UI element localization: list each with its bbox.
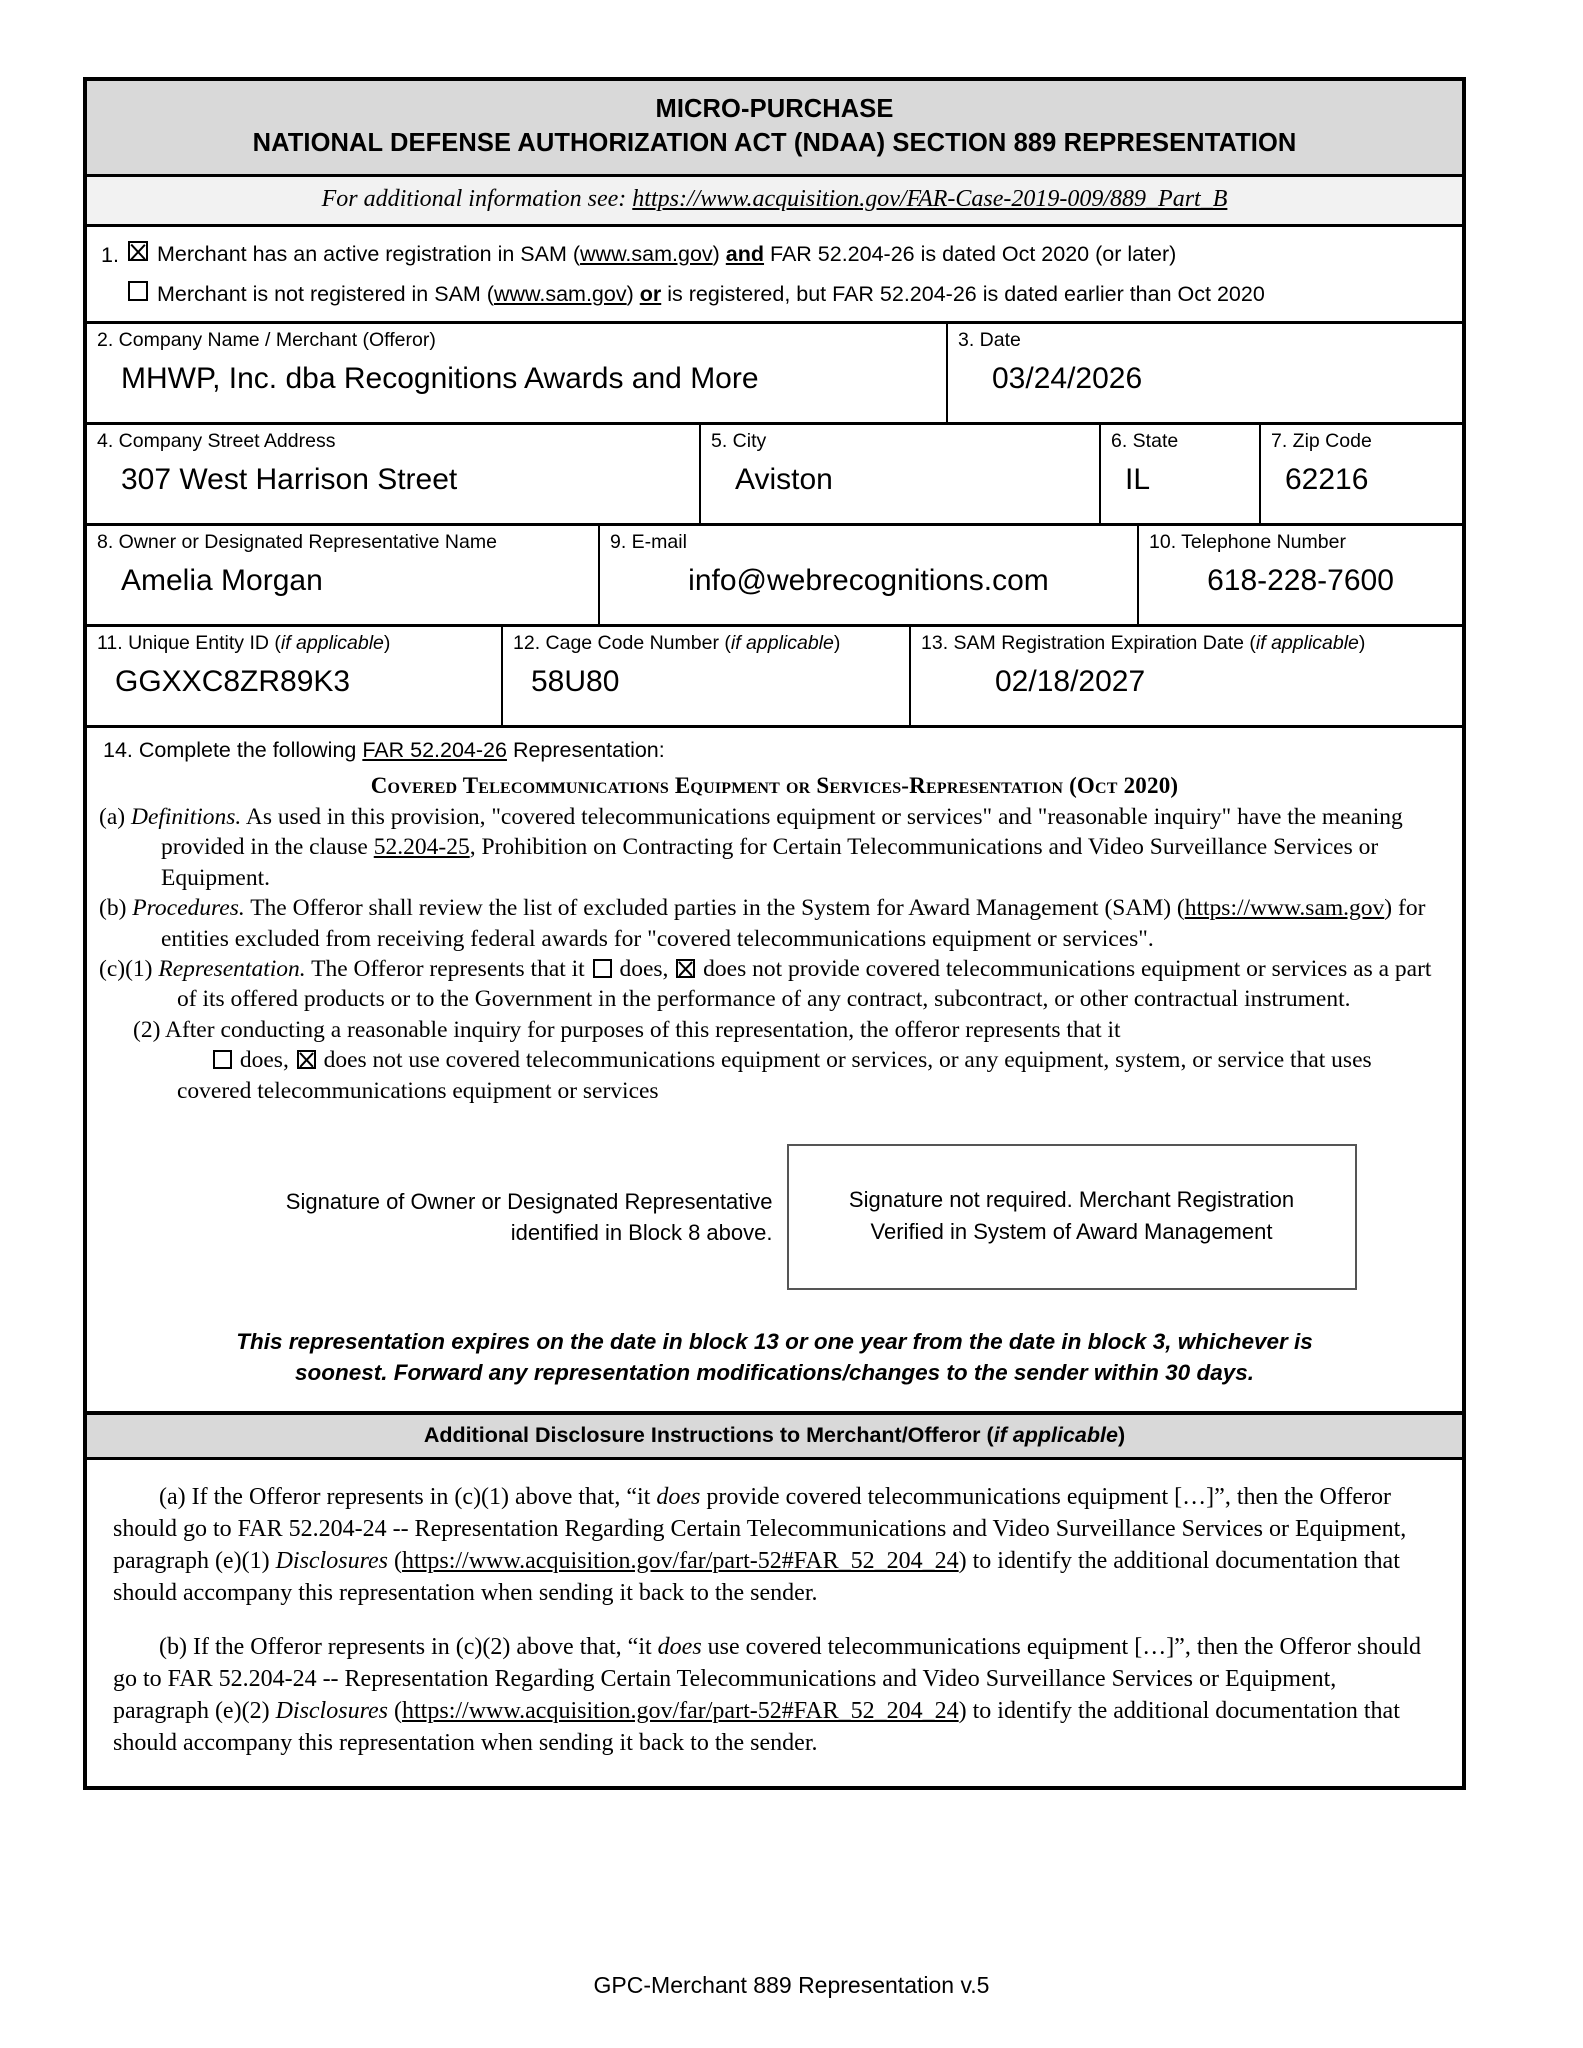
para-a-text-1: As used in this provision, "covered telecommunications equipment or services" and "reasonable inquiry" have the meaning provided in the clause: [161, 803, 1403, 861]
disclosure-a-does: does: [656, 1483, 701, 1510]
para-c2-text-2: does not use covered telecommunications equipment or services, or any equipment, system, or service that uses covered telecommunications equipment or services: [177, 1047, 1372, 1104]
signature-box-line-2: Verified in System of Award Management: [870, 1218, 1273, 1244]
para-c2-text-1: After conducting a reasonable inquiry for purposes of this representation, the offeror represents that it: [164, 1016, 1121, 1043]
disclosure-band-end: ): [1117, 1422, 1126, 1447]
field-row-contact: [87, 526, 1462, 627]
field-state-label: 6. State: [1111, 429, 1179, 452]
section-14-intro-before: 14. Complete the following: [103, 737, 363, 762]
representation-body: [99, 802, 1450, 1106]
field-zip-code-value: 62216: [1285, 463, 1369, 497]
expiration-notice-line-2: soonest. Forward any representation modifications/changes to the sender within 30 days.: [295, 1360, 1254, 1386]
field-street-address-value: 307 West Harrison Street: [121, 463, 458, 497]
signature-label: [193, 1186, 787, 1248]
far-52-204-26-link[interactable]: FAR 52.204-26: [362, 737, 507, 762]
field-row-identifiers: [87, 627, 1462, 728]
field-email[interactable]: [600, 526, 1139, 624]
checkbox-c2-does-use[interactable]: [213, 1050, 232, 1069]
para-c1-text-1: The Offeror represents that it: [305, 955, 591, 982]
field-city-value: Aviston: [735, 463, 833, 497]
form-title-band: [87, 81, 1462, 177]
cage-label-end: ): [833, 631, 841, 654]
field-owner-name-value: Amelia Morgan: [121, 564, 323, 598]
field-row-company-date: [87, 324, 1462, 425]
sam-gov-link-a[interactable]: www.sam.gov: [580, 242, 713, 267]
cage-label-italic: if applicable: [730, 631, 834, 654]
item-1-option-a-text: [157, 237, 1176, 270]
disclosure-band-italic: if applicable: [993, 1422, 1118, 1447]
form-title-line-1: MICRO-PURCHASE: [655, 95, 894, 123]
representation-paragraph-b: [99, 893, 1450, 954]
field-email-label: 9. E-mail: [610, 530, 687, 553]
page-footer: GPC-Merchant 889 Representation v.5: [593, 1972, 990, 1998]
additional-disclosure-body: [87, 1460, 1462, 1786]
item-1-sam-registration-block: [87, 227, 1462, 324]
para-a-text-2: , Prohibition on Contracting for Certain Telecommunications and Video Surveillance Services or Equipment.: [161, 834, 1379, 891]
expiration-notice-line-1: This representation expires on the date in block 13 or one year from the date in block 3, whichever is: [236, 1328, 1313, 1354]
para-c2-does-label: does,: [234, 1047, 295, 1074]
item-1-option-a-row[interactable]: [101, 234, 1448, 273]
disclosure-b-text-2: use covered telecommunications equipment […]”, then the Offeror should go to FAR 52.204-24 -- Representation Regarding Certain Telecommunications and Video Surveillance Services or Equipment, paragraph (e)(2): [113, 1634, 1422, 1725]
field-zip-code-label: 7. Zip Code: [1271, 429, 1372, 452]
para-a-definitions-label: Definitions.: [130, 803, 242, 830]
field-cage-code[interactable]: [503, 627, 911, 725]
sam-gov-https-link[interactable]: https://www.sam.gov: [1184, 895, 1385, 922]
far-part-52-link-a[interactable]: https://www.acquisition.gov/far/part-52#FAR_52_204_24: [402, 1547, 959, 1574]
sam-exp-label-italic: if applicable: [1255, 631, 1359, 654]
para-b-procedures-label: Procedures.: [132, 895, 245, 922]
clause-52-204-25-link[interactable]: 52.204-25: [373, 834, 470, 861]
expiration-notice: [99, 1296, 1450, 1399]
uei-label-end: ): [383, 631, 391, 654]
disclosure-b-text-3: (: [388, 1698, 403, 1725]
para-b-text-1: The Offeror shall review the list of excluded parties in the System for Award Management (SAM) (: [244, 895, 1185, 922]
field-street-address[interactable]: [87, 425, 701, 523]
field-owner-name[interactable]: [87, 526, 600, 624]
sam-exp-label-main: 13. SAM Registration Expiration Date (: [921, 631, 1256, 654]
field-company-name[interactable]: [87, 324, 948, 422]
para-c1-representation-label: Representation.: [158, 955, 306, 982]
uei-label-main: 11. Unique Entity ID (: [97, 631, 281, 654]
section-14-intro-after: Representation:: [506, 737, 665, 762]
field-cage-code-label: [513, 632, 899, 655]
additional-disclosure-band: [87, 1414, 1462, 1460]
para-c2-marker: (2): [133, 1016, 165, 1043]
additional-information-band: [87, 177, 1462, 227]
section-14-intro: [99, 736, 1450, 773]
field-city-label: 5. City: [711, 429, 767, 452]
disclosure-b-does: does: [657, 1634, 702, 1661]
field-city[interactable]: [701, 425, 1101, 523]
field-street-address-label: 4. Company Street Address: [97, 429, 336, 452]
field-date[interactable]: [948, 324, 1462, 422]
far-part-52-link-b[interactable]: https://www.acquisition.gov/far/part-52#FAR_52_204_24: [402, 1698, 959, 1725]
disclosure-b-text-1: (b) If the Offeror represents in (c)(2) above that, “it: [159, 1634, 658, 1661]
field-company-name-label: 2. Company Name / Merchant (Offeror): [97, 328, 436, 351]
field-state[interactable]: [1101, 425, 1261, 523]
representation-paragraph-c1: [99, 954, 1450, 1015]
opt-a-text-before: Merchant has an active registration in SAM (: [157, 242, 581, 267]
item-1-option-b-text: [157, 277, 1265, 310]
far-case-link[interactable]: https://www.acquisition.gov/FAR-Case-2019-009/889_Part_B: [632, 186, 1228, 213]
para-a-marker: (a): [99, 803, 131, 830]
ndaa-889-representation-form: [83, 77, 1466, 1790]
para-c1-does-label: does,: [613, 955, 675, 982]
para-b-text-2: ) for entities excluded from receiving federal awards for "covered telecommunications equipment or services".: [161, 895, 1426, 952]
item-1-number: 1.: [101, 243, 119, 268]
opt-a-text-after: ): [712, 242, 726, 267]
field-sam-expiration-value: 02/18/2027: [995, 665, 1146, 699]
cage-label-main: 12. Cage Code Number (: [513, 631, 731, 654]
additional-information-prefix: For additional information see:: [321, 186, 633, 213]
form-title-line-2: NATIONAL DEFENSE AUTHORIZATION ACT (NDAA) SECTION 889 REPRESENTATION: [252, 128, 1297, 157]
opt-b-text-after: ): [626, 281, 640, 306]
opt-b-text-end: is registered, but FAR 52.204-26 is dated earlier than Oct 2020: [661, 281, 1265, 306]
field-company-name-value: MHWP, Inc. dba Recognitions Awards and More: [121, 362, 759, 396]
field-date-label: 3. Date: [958, 328, 1021, 351]
disclosure-a-text-4: ) to identify the additional documentation that should accompany this representation when sending it back to the sender.: [113, 1547, 1400, 1606]
disclosure-paragraph-b: [113, 1632, 1436, 1760]
disclosure-paragraph-a: [113, 1482, 1436, 1610]
opt-a-text-end: FAR 52.204-26 is dated Oct 2020 (or later): [764, 242, 1177, 267]
opt-a-bold-and: and: [725, 242, 765, 267]
field-unique-entity-id-value: GGXXC8ZR89K3: [115, 665, 351, 699]
representation-paragraph-a: [99, 802, 1450, 893]
section-14-representation: [87, 728, 1462, 1414]
disclosure-a-text-2: provide covered telecommunications equipment […]”, then the Offeror should go to FAR 52.204-24 -- Representation Regarding Certain Telecommunications and Video Surveillance Services or Equipment, paragraph (e)(1): [113, 1483, 1407, 1574]
disclosure-band-main: Additional Disclosure Instructions to Merchant/Offeror (: [423, 1422, 994, 1447]
field-cage-code-value: 58U80: [531, 665, 620, 699]
field-state-value: IL: [1125, 463, 1151, 497]
signature-label-line-1: Signature of Owner or Designated Representative: [285, 1188, 773, 1214]
checkbox-c1-does-provide[interactable]: [593, 959, 612, 978]
field-sam-expiration[interactable]: [911, 627, 1462, 725]
opt-b-text-before: Merchant is not registered in SAM (: [157, 281, 494, 306]
disclosure-a-text-3: (: [388, 1547, 403, 1574]
para-b-marker: (b): [99, 895, 133, 922]
field-unique-entity-id-label: [97, 632, 491, 655]
opt-b-bold-or: or: [639, 281, 662, 306]
para-c1-marker: (c)(1): [99, 955, 159, 982]
covered-telecom-representation-title: Covered Telecommunications Equipment or Services-Representation (Oct 2020): [370, 772, 1179, 798]
field-date-value: 03/24/2026: [992, 362, 1143, 396]
field-owner-name-label: 8. Owner or Designated Representative Name: [97, 530, 497, 553]
field-unique-entity-id[interactable]: [87, 627, 503, 725]
field-row-address: [87, 425, 1462, 526]
para-c1-text-2: does not provide covered telecommunications equipment or services as a part of its offered products or to the Government in the performance of any contract, subcontract, or other contractual instrument.: [177, 955, 1432, 1013]
field-telephone-label: 10. Telephone Number: [1149, 530, 1346, 553]
disclosure-b-text-4: ) to identify the additional documentation that should accompany this representation when sending it back to the sender.: [113, 1698, 1400, 1757]
sam-exp-label-end: ): [1358, 631, 1366, 654]
disclosure-a-text-1: (a) If the Offeror represents in (c)(1) above that, “it: [159, 1483, 657, 1510]
checkbox-sam-active-registration[interactable]: [128, 241, 148, 261]
signature-box-line-1: Signature not required. Merchant Registration: [848, 1187, 1295, 1213]
field-telephone[interactable]: [1139, 526, 1462, 624]
signature-box[interactable]: [787, 1144, 1357, 1290]
disclosure-b-disclosures-label: Disclosures: [275, 1698, 389, 1725]
signature-label-line-2: identified in Block 8 above.: [510, 1219, 773, 1245]
signature-area: [99, 1106, 1450, 1296]
item-1-option-b-row[interactable]: [101, 274, 1448, 312]
field-telephone-value: 618-228-7600: [1207, 564, 1394, 598]
sam-gov-link-b[interactable]: www.sam.gov: [493, 281, 627, 306]
checkbox-sam-not-registered[interactable]: [128, 281, 148, 301]
uei-label-italic: if applicable: [280, 631, 384, 654]
checkbox-c2-does-not-use[interactable]: [297, 1050, 316, 1069]
checkbox-c1-does-not-provide[interactable]: [676, 959, 695, 978]
field-zip-code[interactable]: [1261, 425, 1462, 523]
representation-paragraph-c2: [99, 1015, 1450, 1106]
field-sam-expiration-label: [921, 632, 1452, 655]
field-email-value: info@webrecognitions.com: [688, 564, 1049, 598]
disclosure-a-disclosures-label: Disclosures: [275, 1547, 389, 1574]
